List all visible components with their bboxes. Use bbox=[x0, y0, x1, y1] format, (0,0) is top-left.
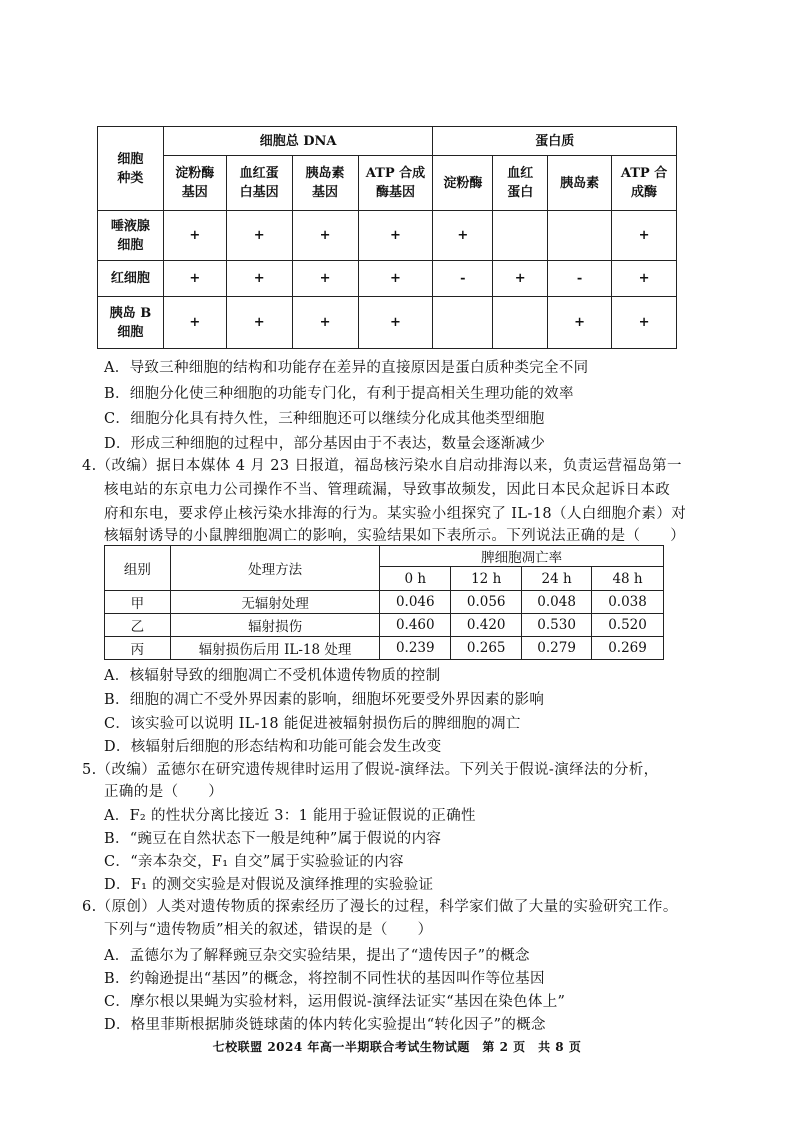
table2-value: 0.239 bbox=[380, 637, 451, 660]
q3-option-b: B．细胞分化使三种细胞的功能专门化，有利于提高相关生理功能的效率 bbox=[104, 386, 574, 402]
table2-value: 0.056 bbox=[451, 591, 522, 614]
q6-option-b: B．约翰逊提出“基因”的概念，将控制不同性状的基因叫作等位基因 bbox=[104, 971, 545, 987]
table2-value: 0.530 bbox=[522, 614, 592, 637]
q4-stem-line: 核辐射诱导的小鼠脾细胞凋亡的影响，实验结果如下表所示。下列说法正确的是（ ） bbox=[104, 528, 686, 544]
table2-time-header: 12 h bbox=[451, 567, 522, 591]
table1-cell: + bbox=[548, 297, 612, 349]
table2-method: 辐射损伤后用 IL-18 处理 bbox=[170, 637, 379, 660]
table2-row bbox=[105, 614, 664, 637]
q6-option-d: D．格里菲斯根据肺炎链球菌的体内转化实验提出“转化因子”的概念 bbox=[104, 1017, 546, 1033]
table1-cell: + bbox=[358, 261, 433, 297]
table1-cell bbox=[493, 297, 548, 349]
table1-cell: + bbox=[226, 261, 292, 297]
q5-option-c: C．“亲本杂交，F₁ 自交”属于实验验证的内容 bbox=[104, 854, 404, 870]
table1-cell: + bbox=[226, 211, 292, 261]
table2-time-header: 0 h bbox=[380, 567, 451, 591]
table1-row-header: 红细胞 bbox=[98, 261, 164, 297]
table1-cell: + bbox=[163, 261, 226, 297]
table1-row-header: 胰岛 B 细胞 bbox=[98, 297, 164, 349]
q5-option-a: A．F₂ 的性状分离比接近 3：1 能用于验证假说的正确性 bbox=[104, 808, 476, 824]
table2-method: 辐射损伤 bbox=[170, 614, 379, 637]
q4-option-d: D．核辐射后细胞的形态结构和功能可能会发生改变 bbox=[104, 739, 442, 755]
table2-method: 无辐射处理 bbox=[170, 591, 379, 614]
table1-cell: + bbox=[163, 297, 226, 349]
q5-stem-line: 5.（改编）孟德尔在研究遗传规律时运用了假说-演绎法。下列关于假说-演绎法的分析， bbox=[82, 762, 659, 778]
table1-cell: + bbox=[292, 297, 358, 349]
table1-row bbox=[98, 261, 677, 297]
table1-cell: - bbox=[433, 261, 493, 297]
table2-value: 0.420 bbox=[451, 614, 522, 637]
table1-dna-header: 细胞总 DNA bbox=[163, 127, 433, 156]
table1-row bbox=[98, 297, 677, 349]
table1-col-header: 淀粉酶 bbox=[433, 156, 493, 211]
table1-cell: + bbox=[612, 211, 677, 261]
table2-group-header: 组别 bbox=[105, 546, 171, 591]
table1-col-header: 血红蛋 白基因 bbox=[226, 156, 292, 211]
table1-row bbox=[98, 211, 677, 261]
table1-cell: + bbox=[612, 297, 677, 349]
table1-cell: + bbox=[292, 211, 358, 261]
table1-col-header: ATP 合成 酶基因 bbox=[358, 156, 433, 211]
table2-value: 0.048 bbox=[522, 591, 592, 614]
q5-stem-line: 正确的是（ ） bbox=[104, 784, 224, 800]
table1-cell bbox=[493, 211, 548, 261]
q4-stem-line: 4.（改编）据日本媒体 4 月 23 日报道，福岛核污染水自启动排海以来，负责运营福岛第一 bbox=[82, 458, 682, 474]
table1-corner-header: 细胞 种类 bbox=[98, 127, 164, 211]
table1-cell: + bbox=[358, 297, 433, 349]
table1-col-header: 胰岛素 基因 bbox=[292, 156, 358, 211]
table2-time-header: 48 h bbox=[592, 567, 664, 591]
table1-cell: + bbox=[612, 261, 677, 297]
table2-value: 0.520 bbox=[592, 614, 664, 637]
table1-cell: + bbox=[292, 261, 358, 297]
table1-cell: + bbox=[226, 297, 292, 349]
q5-option-b: B．“豌豆在自然状态下一般是纯种”属于假说的内容 bbox=[104, 831, 442, 847]
q3-option-c: C．细胞分化具有持久性，三种细胞还可以继续分化成其他类型细胞 bbox=[104, 411, 545, 427]
q6-option-a: A．孟德尔为了解释豌豆杂交实验结果，提出了“遗传因子”的概念 bbox=[104, 948, 530, 964]
q4-option-b: B．细胞的凋亡不受外界因素的影响，细胞坏死要受外界因素的影响 bbox=[104, 692, 545, 708]
q5-option-d: D．F₁ 的测交实验是对假说及演绎推理的实验验证 bbox=[104, 877, 434, 893]
table1-cell: + bbox=[163, 211, 226, 261]
table2-method-header: 处理方法 bbox=[170, 546, 379, 591]
table1-cell: + bbox=[358, 211, 433, 261]
page-footer: 七校联盟 2024 年高一半期联合考试生物试题 第 2 页 共 8 页 bbox=[212, 1040, 582, 1054]
table2-group: 乙 bbox=[105, 614, 171, 637]
table2-value: 0.460 bbox=[380, 614, 451, 637]
table1-protein-header: 蛋白质 bbox=[433, 127, 677, 156]
q6-option-c: C．摩尔根以果蝇为实验材料，运用假说-演绎法证实“基因在染色体上” bbox=[104, 994, 566, 1010]
q6-stem-line: 下列与“遗传物质”相关的叙述，错误的是（ ） bbox=[104, 922, 433, 938]
table2-value: 0.269 bbox=[592, 637, 664, 660]
q4-option-a: A．核辐射导致的细胞凋亡不受机体遗传物质的控制 bbox=[104, 668, 441, 684]
q4-option-c: C．该实验可以说明 IL-18 能促进被辐射损伤后的脾细胞的凋亡 bbox=[104, 716, 521, 732]
table1-col-header: 淀粉酶 基因 bbox=[163, 156, 226, 211]
table2-rate-header: 脾细胞凋亡率 bbox=[380, 546, 664, 567]
table2-value: 0.046 bbox=[380, 591, 451, 614]
table2-group: 甲 bbox=[105, 591, 171, 614]
table1-col-header: ATP 合 成酶 bbox=[612, 156, 677, 211]
cell-gene-protein-table bbox=[97, 126, 677, 349]
table2-value: 0.038 bbox=[592, 591, 664, 614]
table1-col-header: 血红 蛋白 bbox=[493, 156, 548, 211]
table2-value: 0.265 bbox=[451, 637, 522, 660]
table2-row bbox=[105, 591, 664, 614]
table1-cell bbox=[548, 211, 612, 261]
apoptosis-table bbox=[104, 545, 664, 660]
table1-cell: + bbox=[433, 211, 493, 261]
table1-cell: + bbox=[493, 261, 548, 297]
table2-value: 0.279 bbox=[522, 637, 592, 660]
q3-option-d: D．形成三种细胞的过程中，部分基因由于不表达，数量会逐渐减少 bbox=[104, 436, 546, 452]
table1-cell bbox=[433, 297, 493, 349]
table1-cell: - bbox=[548, 261, 612, 297]
table1-col-header: 胰岛素 bbox=[548, 156, 612, 211]
table2-row bbox=[105, 637, 664, 660]
q6-stem-line: 6.（原创）人类对遗传物质的探索经历了漫长的过程，科学家们做了大量的实验研究工作。 bbox=[82, 899, 678, 915]
q3-option-a: A．导致三种细胞的结构和功能存在差异的直接原因是蛋白质种类完全不同 bbox=[104, 360, 589, 376]
q4-stem-line: 府和东电，要求停止核污染水排海的行为。某实验小组探究了 IL-18（人白细胞介素）对 bbox=[104, 506, 687, 522]
table2-group: 丙 bbox=[105, 637, 171, 660]
table1-row-header: 唾液腺 细胞 bbox=[98, 211, 164, 261]
q4-stem-line: 核电站的东京电力公司操作不当、管理疏漏，导致事故频发，因此日本民众起诉日本政 bbox=[104, 482, 671, 498]
table2-time-header: 24 h bbox=[522, 567, 592, 591]
